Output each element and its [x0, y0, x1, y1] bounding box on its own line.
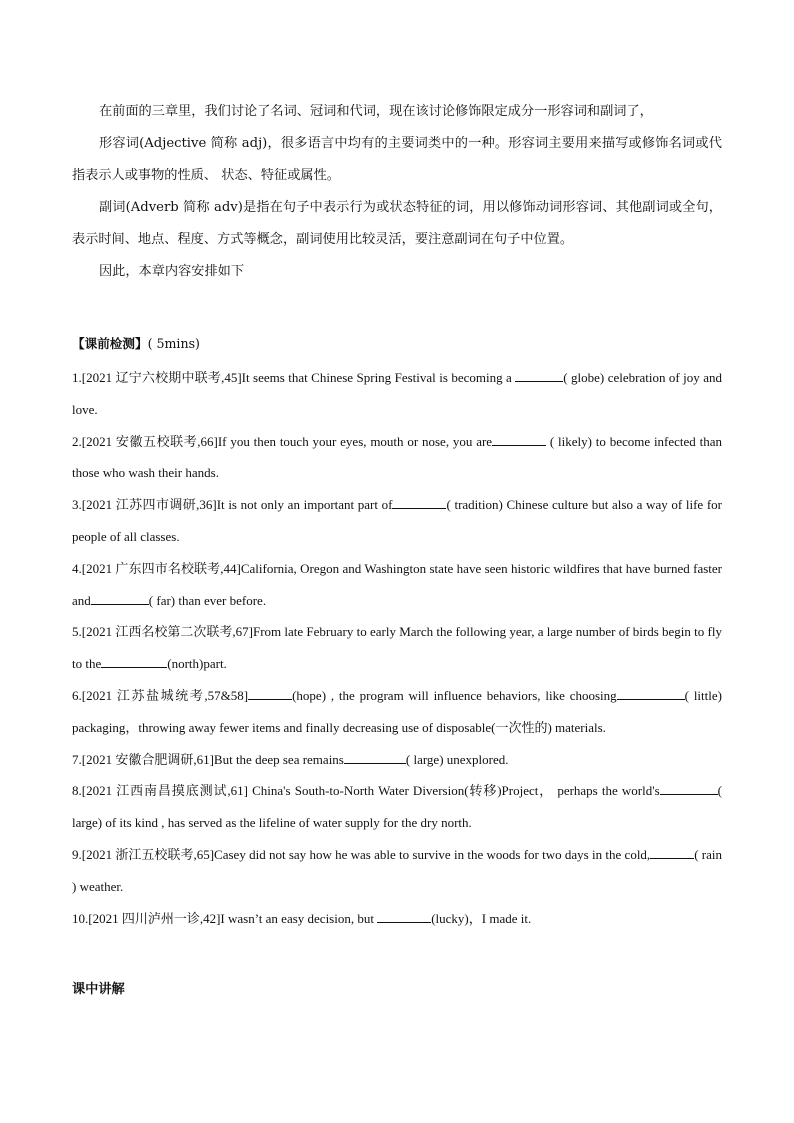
answer-blank-8[interactable] — [660, 781, 718, 795]
question-2-text-before: 2.[2021 安徽五校联考,66]If you then touch your eyes, mouth or nose, you are — [72, 433, 493, 449]
question-5-text-before: 5.[2021 江西名校第二次联考,67]From late February to early March the following year, a large number of birds begin to fly to the — [72, 624, 722, 672]
question-7 — [72, 744, 722, 776]
question-7-text-before: 7.[2021 安徽合肥调研,61]But the deep sea remains — [72, 751, 344, 767]
question-8-text-before: 8.[2021 江西南昌摸底测试,61] China's South-to-North Water Diversion(转移)Project， perhaps the world's — [72, 783, 660, 799]
section-time: ( 5mins) — [147, 336, 200, 351]
question-8 — [72, 775, 722, 839]
question-10-text-before: 10.[2021 四川泸州一诊,42]I wasn’t an easy decision, but — [72, 910, 378, 926]
question-9-text-before: 9.[2021 浙江五校联考,65]Casey did not say how he was able to survive in the woods for two days in the cold, — [72, 846, 651, 862]
question-3 — [72, 489, 722, 553]
intro-paragraph-1: 在前面的三章里，我们讨论了名词、冠词和代词，现在该讨论修饰限定成分一形容词和副词了， — [99, 104, 653, 119]
section-heading — [72, 330, 722, 358]
answer-blank-6a[interactable] — [248, 686, 292, 700]
answer-blank-7[interactable] — [344, 750, 406, 764]
question-1-text-before: 1.[2021 辽宁六校期中联考,45]It seems that Chinese Spring Festival is becoming a — [72, 370, 516, 385]
question-6-text-before: 6.[2021 江苏盐城统考,57&58] — [72, 687, 249, 703]
answer-blank-3[interactable] — [392, 495, 446, 509]
question-1 — [72, 362, 722, 426]
intro-paragraph-2: 形容词(Adjective 简称 adj)，很多语言中均有的主要词类中的一种。形容词主要用来描写或修饰名词或代指表示人或事物的性质、 状态、特征或属性。 — [72, 136, 722, 183]
question-4-text-after: ( far) than ever before. — [148, 592, 267, 608]
answer-blank-6b[interactable] — [617, 686, 685, 700]
intro-paragraph-4: 因此，本章内容安排如下 — [99, 264, 245, 279]
question-9-text-after: ( rain ) weather. — [72, 846, 722, 894]
question-4-text-before: 4.[2021 广东四市名校联考,44]California, Oregon and Washington state have seen historic wildfires that have burned faster and — [72, 560, 722, 608]
question-3-text-before: 3.[2021 江苏四市调研,36]It is not only an important part of — [72, 497, 393, 513]
answer-blank-1[interactable] — [515, 368, 563, 382]
question-9 — [72, 839, 722, 903]
answer-blank-4[interactable] — [91, 591, 149, 605]
document-page — [72, 96, 722, 1004]
question-2 — [72, 426, 722, 490]
question-8-text-after: ( large) of its kind , has served as the lifeline of water supply for the dry north. — [72, 783, 722, 831]
question-3-text-after: ( tradition) Chinese culture but also a way of life for people of all classes. — [72, 497, 722, 544]
answer-blank-10[interactable] — [377, 909, 431, 923]
question-6-text-middle: (hope) , the program will influence behaviors, like choosing — [292, 687, 617, 703]
question-10 — [72, 903, 722, 935]
question-7-text-after: ( large) unexplored. — [405, 751, 509, 767]
answer-blank-5[interactable] — [101, 654, 167, 668]
intro-paragraph-3: 副词(Adverb 简称 adv)是指在句子中表示行为或状态特征的词，用以修饰动词形容词、其他副词或全句，表示时间、地点、程度、方式等概念，副词使用比较灵活，要注意副词在句子中位置。 — [72, 200, 722, 247]
answer-blank-2[interactable] — [492, 432, 546, 446]
question-6 — [72, 680, 722, 744]
intro-section — [72, 96, 722, 288]
question-2-text-after: ( likely) to become infected than those who wash their hands. — [72, 433, 722, 481]
question-list — [72, 362, 722, 934]
question-4 — [72, 553, 722, 617]
answer-blank-9[interactable] — [650, 845, 694, 859]
question-5 — [72, 616, 722, 680]
section-title: 【课前检测】 — [72, 336, 148, 351]
in-class-heading: 课中讲解 — [72, 982, 125, 998]
question-6-text-after: ( little) packaging，throwing away fewer items and finally decreasing use of disposable(一次性的) materials. — [72, 687, 722, 735]
question-10-text-after: (lucky)，I made it. — [431, 910, 532, 926]
question-1-text-after: ( globe) celebration of joy and love. — [72, 370, 722, 417]
question-5-text-after: (north)part. — [167, 656, 227, 672]
